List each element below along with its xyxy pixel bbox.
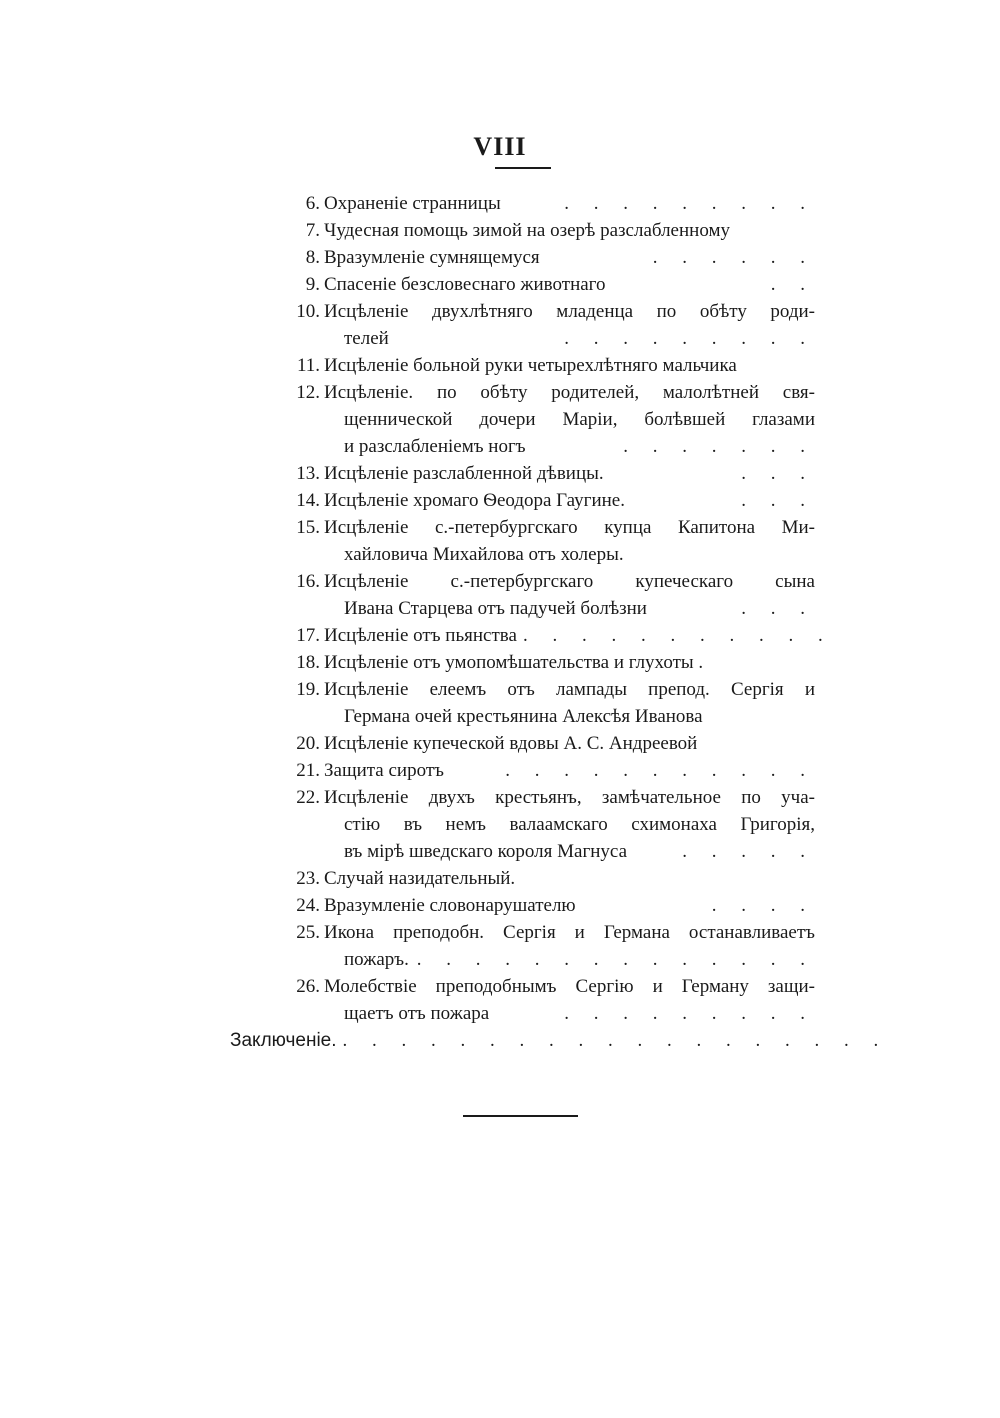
toc-entry-title: Молебствіе преподобнымъ Сергію и Герману защи- [324, 976, 815, 997]
toc-entry-number-text: 22. [296, 787, 320, 808]
toc-entry [280, 757, 815, 784]
toc-leader-dots: . . . . . . . . . . . [505, 760, 815, 781]
toc-entry-line [324, 865, 815, 892]
toc-entry-number-text: 13. [296, 463, 320, 484]
toc-entry-title: хайловича Михайлова отъ холеры. [344, 544, 624, 565]
toc-entry-number-text: 8. [305, 247, 320, 268]
toc-entry-title: Исцѣленіе с.-петербургскаго купца Капитона Ми- [324, 517, 815, 538]
toc-entry-line [324, 919, 815, 946]
toc-entry [280, 514, 815, 568]
toc-entry-body [322, 460, 815, 487]
toc-entry [280, 649, 815, 676]
toc-entry-number [280, 865, 322, 892]
toc-entry-title: въ мірѣ шведскаго короля Магнуса [344, 841, 628, 862]
toc-entry-line [324, 811, 815, 838]
toc-entry-title: Исцѣленіе отъ умопомѣшательства и глухоты . [324, 652, 704, 673]
toc-entry-title: щаетъ отъ пожара [344, 1003, 490, 1024]
toc-entry-number [280, 757, 322, 784]
toc-entry-title: Исцѣленіе разслабленной дѣвицы. [324, 463, 604, 484]
toc-entry-number-text: 17. [296, 625, 320, 646]
toc-entry-line [324, 649, 815, 676]
toc-entry [280, 919, 815, 973]
toc-entry-number-text: 21. [296, 760, 320, 781]
toc-entry-line [324, 892, 815, 919]
toc-entry [280, 568, 815, 622]
toc-entry-line [324, 379, 815, 406]
toc-entry-line [324, 568, 815, 595]
toc-entry-title: Защита сиротъ [324, 760, 444, 781]
toc-entry-number-text: 25. [296, 922, 320, 943]
toc-entry-title: Исцѣленіе с.-петербургскаго купеческаго сына [324, 571, 815, 592]
toc-entry-number-text: 10. [296, 301, 320, 322]
toc-entry-title: Исцѣленіе елеемъ отъ лампады препод. Сергія и [324, 679, 815, 700]
toc-leader-dots: . . . . . . . [623, 436, 815, 457]
toc-leader-dots: . . . . . . . . . [564, 328, 815, 349]
table-of-contents [280, 190, 833, 1027]
toc-entry-number [280, 649, 322, 676]
toc-entry-line [324, 325, 815, 352]
toc-entry-title: Исцѣленіе. по обѣту родителей, малолѣтней свя- [324, 382, 815, 403]
toc-leader-dots: . . [770, 274, 815, 295]
toc-entry [280, 973, 815, 1027]
toc-entry-number [280, 622, 322, 649]
toc-conclusion-entry [230, 1027, 889, 1054]
toc-entry-title: Исцѣленіе купеческой вдовы А. С. Андреевой [324, 733, 698, 754]
toc-entry-title: Германа очей крестьянина Алексѣя Иванова [344, 706, 703, 727]
toc-entry-number-text: 18. [296, 652, 320, 673]
toc-entry-number-text: 19. [296, 679, 320, 700]
toc-entry-line [324, 298, 815, 325]
toc-entry-title: Исцѣленіе отъ пьянства [324, 625, 517, 646]
toc-entry-line [324, 946, 815, 973]
toc-entry [280, 487, 815, 514]
toc-leader-dots: . . . [741, 598, 815, 619]
toc-leader-dots: . . . . [711, 895, 815, 916]
toc-entry-body [322, 919, 815, 973]
toc-entry-body [322, 271, 815, 298]
toc-entry-number [280, 973, 322, 1000]
toc-entry-number [280, 487, 322, 514]
toc-entry-title: и разслабленіемъ ногъ [344, 436, 526, 457]
toc-entry-body [322, 190, 815, 217]
toc-entry-number [280, 190, 322, 217]
toc-entry-number [280, 784, 322, 811]
toc-entry-line [324, 784, 815, 811]
toc-entry-title: телей [344, 328, 389, 349]
toc-entry-number-text: 23. [296, 868, 320, 889]
toc-entry [280, 217, 815, 244]
toc-entry [280, 244, 815, 271]
toc-entry-title: пожаръ. [344, 949, 409, 970]
toc-leader-dots: . . . . . [682, 841, 815, 862]
toc-entry-body [322, 892, 815, 919]
toc-entry-title: Ивана Старцева отъ падучей болѣзни [344, 598, 647, 619]
toc-leader-dots: . . . [741, 490, 815, 511]
page-number: VIII [473, 132, 527, 161]
toc-entry-number [280, 568, 322, 595]
toc-entry-body [322, 649, 815, 676]
toc-entry [280, 352, 815, 379]
toc-entry-number [280, 298, 322, 325]
toc-entry-body [322, 298, 815, 352]
toc-leader-dots: . . . . . . . . . . . . . . [416, 949, 815, 970]
header-rule [495, 167, 551, 169]
toc-entry-line [324, 352, 815, 379]
toc-entry-title: Чудесная помощь зимой на озерѣ разслабленному [324, 220, 730, 241]
toc-entry-line [324, 460, 815, 487]
toc-entry [280, 730, 815, 757]
toc-entry-number-text: 7. [305, 220, 320, 241]
toc-entry-title: Исцѣленіе двухлѣтняго младенца по обѣту роди- [324, 301, 815, 322]
toc-entry [280, 892, 815, 919]
toc-entry-number [280, 676, 322, 703]
toc-entry-line [324, 703, 815, 730]
toc-entry-body [322, 622, 833, 649]
toc-entry-number [280, 892, 322, 919]
toc-entry-title: Вразумленіе словонарушателю [324, 895, 576, 916]
toc-entry-line [324, 190, 815, 217]
conclusion-label: Заключеніе. [230, 1030, 337, 1051]
toc-entry-number-text: 11. [296, 355, 320, 376]
toc-entry-line [324, 433, 815, 460]
toc-entry-body [322, 973, 815, 1027]
toc-entry-body [322, 865, 815, 892]
toc-entry-line [324, 244, 815, 271]
toc-entry-title: Вразумленіе сумнящемуся [324, 247, 540, 268]
toc-entry-line [324, 595, 815, 622]
toc-entry-title: щеннической дочери Маріи, болѣвшей глазами [344, 409, 815, 430]
toc-leader-dots: . . . . . . . . . [564, 193, 815, 214]
toc-leader-dots: . . . [741, 463, 815, 484]
toc-entry-number-text: 9. [305, 274, 320, 295]
toc-entry-number-text: 12. [296, 382, 320, 403]
toc-entry [280, 271, 815, 298]
toc-entry-title: Исцѣленіе хромаго Ѳеодора Гаугине. [324, 490, 625, 511]
toc-entry-line [324, 217, 815, 244]
toc-entry-body [322, 568, 815, 622]
toc-entry-body [322, 676, 815, 730]
toc-entry-number-text: 24. [296, 895, 320, 916]
toc-entry-number-text: 6. [305, 193, 320, 214]
toc-entry-line [324, 406, 815, 433]
toc-entry-number [280, 514, 322, 541]
toc-entry [280, 622, 833, 649]
toc-entry-line [324, 730, 815, 757]
toc-entry-body [322, 730, 815, 757]
toc-entry-line [324, 514, 815, 541]
toc-entry-number-text: 15. [296, 517, 320, 538]
toc-entry-number [280, 244, 322, 271]
footer-rule [463, 1115, 578, 1117]
toc-entry [280, 298, 815, 352]
toc-entry-line [324, 838, 815, 865]
toc-entry-title: Охраненіе странницы [324, 193, 501, 214]
toc-entry-number-text: 26. [296, 976, 320, 997]
toc-entry-body [322, 379, 815, 460]
toc-entry-title: Икона преподобн. Сергія и Германа останавливаетъ [324, 922, 815, 943]
toc-entry-title: Исцѣленіе двухъ крестьянъ, замѣчательное по уча- [324, 787, 815, 808]
toc-entry-number [280, 919, 322, 946]
toc-entry-number-text: 16. [296, 571, 320, 592]
toc-entry [280, 865, 815, 892]
toc-entry-line [324, 541, 815, 568]
toc-entry [280, 784, 815, 865]
toc-entry [280, 379, 815, 460]
toc-entry-number-text: 20. [296, 733, 320, 754]
toc-entry [280, 190, 815, 217]
toc-entry-number [280, 217, 322, 244]
toc-entry-line [324, 973, 815, 1000]
toc-entry-body [322, 217, 815, 244]
toc-entry-title: стію въ немъ валаамскаго схимонаха Григорія, [344, 814, 815, 835]
toc-entry-body [322, 352, 815, 379]
toc-entry-body [322, 244, 815, 271]
toc-entry-number-text: 14. [296, 490, 320, 511]
toc-entry-number [280, 271, 322, 298]
toc-entry-body [322, 514, 815, 568]
toc-entry-line [324, 757, 815, 784]
toc-leader-dots: . . . . . . . . . [564, 1003, 815, 1024]
toc-entry [280, 676, 815, 730]
toc-entry-line [324, 271, 815, 298]
toc-entry-title: Исцѣленіе больной руки четырехлѣтняго мальчика [324, 355, 737, 376]
toc-entry-body [322, 757, 815, 784]
toc-entry-body [322, 487, 815, 514]
toc-entry-number [280, 379, 322, 406]
toc-entry-line [324, 1000, 815, 1027]
toc-entry-body [322, 784, 815, 865]
toc-entry-title: Спасеніе безсловеснаго животнаго [324, 274, 606, 295]
toc-entry-title: Случай назидательный. [324, 868, 516, 889]
toc-entry-number [280, 460, 322, 487]
toc-leader-dots: . . . . . . [652, 247, 815, 268]
toc-entry [280, 460, 815, 487]
toc-leader-dots: . . . . . . . . . . . [522, 625, 833, 646]
toc-entry-line [324, 676, 815, 703]
toc-entry-line [324, 487, 815, 514]
toc-entry-line [324, 622, 833, 649]
toc-entry-number [280, 730, 322, 757]
conclusion-leader-dots: . . . . . . . . . . . . . . . . . . . [342, 1030, 889, 1051]
toc-entry-number [280, 352, 322, 379]
